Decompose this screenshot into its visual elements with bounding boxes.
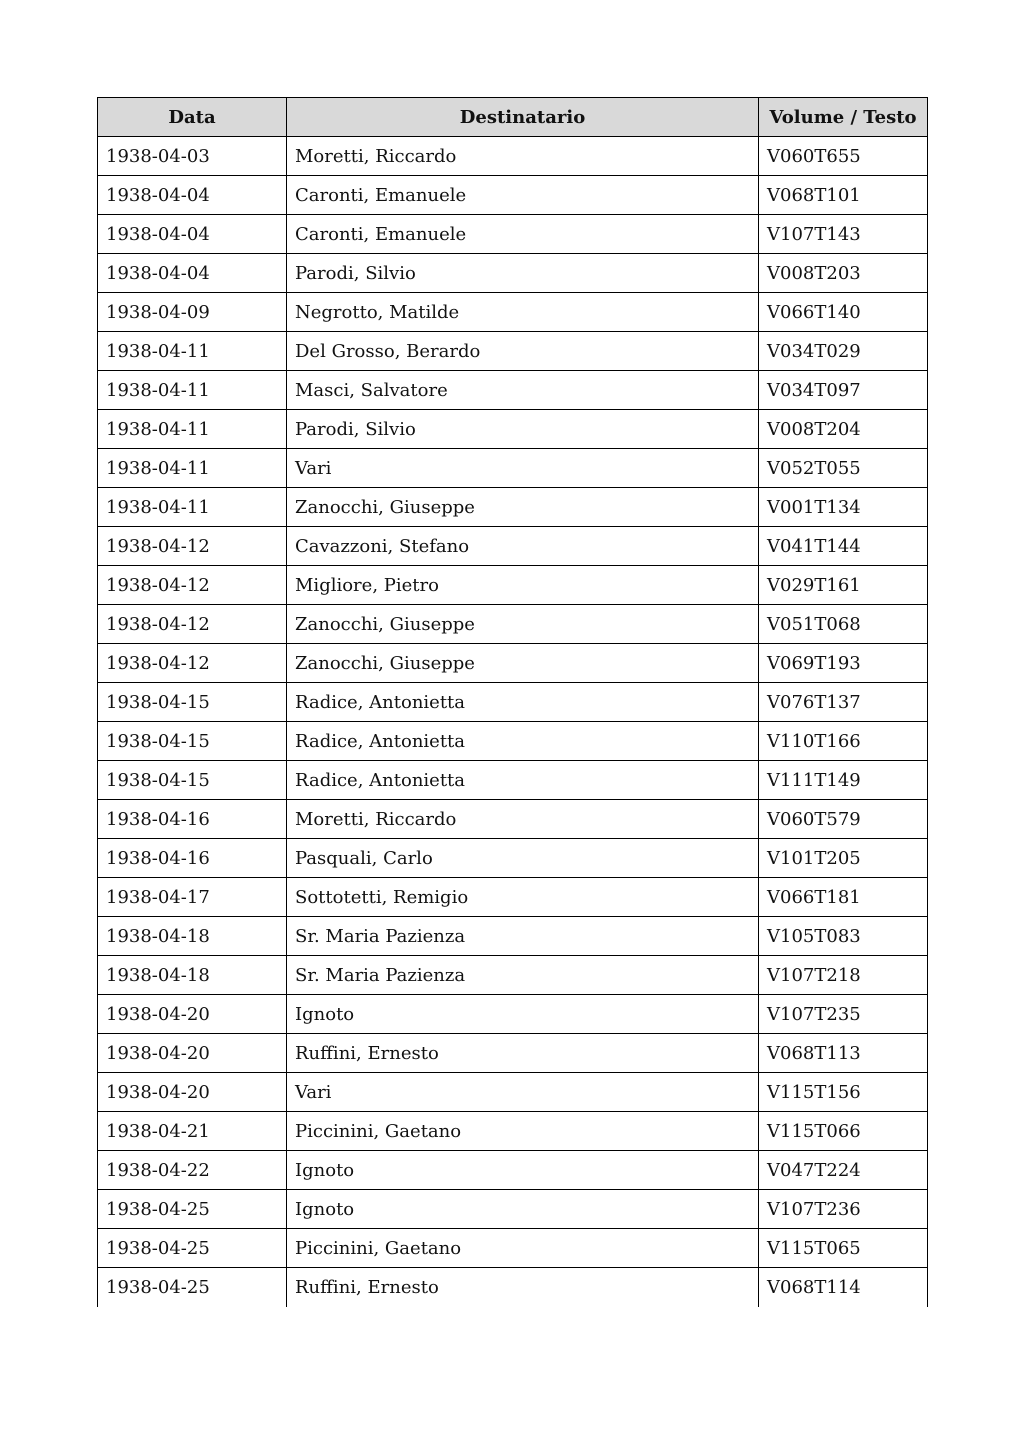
cell-date: 1938-04-11 (98, 488, 287, 527)
table-row (98, 254, 928, 293)
cell-date: 1938-04-11 (98, 332, 287, 371)
cell-date: 1938-04-20 (98, 995, 287, 1034)
cell-volume: V115T065 (759, 1229, 928, 1268)
cell-volume: V107T143 (759, 215, 928, 254)
cell-volume: V060T579 (759, 800, 928, 839)
table-body (98, 137, 928, 1307)
cell-recipient: Piccinini, Gaetano (287, 1229, 759, 1268)
cell-volume: V107T235 (759, 995, 928, 1034)
cell-recipient: Pasquali, Carlo (287, 839, 759, 878)
cell-recipient: Moretti, Riccardo (287, 137, 759, 176)
table-row (98, 995, 928, 1034)
cell-volume: V052T055 (759, 449, 928, 488)
cell-date: 1938-04-12 (98, 566, 287, 605)
table-row (98, 878, 928, 917)
cell-recipient: Ignoto (287, 995, 759, 1034)
cell-recipient: Parodi, Silvio (287, 254, 759, 293)
cell-date: 1938-04-11 (98, 449, 287, 488)
cell-volume: V051T068 (759, 605, 928, 644)
cell-date: 1938-04-17 (98, 878, 287, 917)
table-row (98, 605, 928, 644)
table-row (98, 644, 928, 683)
cell-recipient: Vari (287, 1073, 759, 1112)
table-row (98, 800, 928, 839)
cell-volume: V107T236 (759, 1190, 928, 1229)
cell-recipient: Zanocchi, Giuseppe (287, 605, 759, 644)
cell-recipient: Caronti, Emanuele (287, 176, 759, 215)
cell-date: 1938-04-25 (98, 1268, 287, 1307)
cell-volume: V107T218 (759, 956, 928, 995)
cell-volume: V069T193 (759, 644, 928, 683)
cell-volume: V029T161 (759, 566, 928, 605)
cell-volume: V047T224 (759, 1151, 928, 1190)
cell-recipient: Parodi, Silvio (287, 410, 759, 449)
cell-date: 1938-04-20 (98, 1034, 287, 1073)
table-row (98, 839, 928, 878)
table-row (98, 722, 928, 761)
cell-date: 1938-04-15 (98, 722, 287, 761)
table-row (98, 1112, 928, 1151)
cell-volume: V068T113 (759, 1034, 928, 1073)
cell-recipient: Del Grosso, Berardo (287, 332, 759, 371)
table-row (98, 527, 928, 566)
cell-volume: V068T101 (759, 176, 928, 215)
table-row (98, 215, 928, 254)
header-date: Data (98, 98, 287, 137)
table-row (98, 488, 928, 527)
table-row (98, 956, 928, 995)
cell-recipient: Radice, Antonietta (287, 683, 759, 722)
cell-recipient: Ruffini, Ernesto (287, 1034, 759, 1073)
table-row (98, 1190, 928, 1229)
table-row (98, 449, 928, 488)
cell-date: 1938-04-21 (98, 1112, 287, 1151)
cell-volume: V101T205 (759, 839, 928, 878)
table-row (98, 566, 928, 605)
letters-table (97, 97, 928, 1307)
cell-date: 1938-04-25 (98, 1190, 287, 1229)
cell-recipient: Migliore, Pietro (287, 566, 759, 605)
cell-date: 1938-04-12 (98, 644, 287, 683)
cell-recipient: Vari (287, 449, 759, 488)
cell-volume: V034T097 (759, 371, 928, 410)
cell-volume: V066T140 (759, 293, 928, 332)
table-row (98, 371, 928, 410)
cell-volume: V076T137 (759, 683, 928, 722)
cell-volume: V008T204 (759, 410, 928, 449)
table-row (98, 683, 928, 722)
cell-recipient: Radice, Antonietta (287, 761, 759, 800)
cell-volume: V068T114 (759, 1268, 928, 1307)
cell-date: 1938-04-16 (98, 839, 287, 878)
cell-volume: V001T134 (759, 488, 928, 527)
cell-date: 1938-04-04 (98, 176, 287, 215)
cell-date: 1938-04-25 (98, 1229, 287, 1268)
cell-volume: V034T029 (759, 332, 928, 371)
cell-date: 1938-04-11 (98, 371, 287, 410)
table-row (98, 332, 928, 371)
cell-recipient: Ignoto (287, 1190, 759, 1229)
cell-volume: V111T149 (759, 761, 928, 800)
table-row (98, 293, 928, 332)
cell-volume: V060T655 (759, 137, 928, 176)
cell-volume: V115T156 (759, 1073, 928, 1112)
table-row (98, 137, 928, 176)
cell-date: 1938-04-16 (98, 800, 287, 839)
cell-recipient: Radice, Antonietta (287, 722, 759, 761)
header-row (98, 98, 928, 137)
letters-table-container (97, 97, 927, 1307)
header-recipient: Destinatario (287, 98, 759, 137)
cell-date: 1938-04-04 (98, 254, 287, 293)
table-row (98, 1268, 928, 1307)
cell-date: 1938-04-18 (98, 956, 287, 995)
table-row (98, 1073, 928, 1112)
cell-volume: V041T144 (759, 527, 928, 566)
cell-recipient: Cavazzoni, Stefano (287, 527, 759, 566)
cell-recipient: Sr. Maria Pazienza (287, 917, 759, 956)
cell-date: 1938-04-12 (98, 527, 287, 566)
cell-date: 1938-04-12 (98, 605, 287, 644)
cell-date: 1938-04-04 (98, 215, 287, 254)
cell-date: 1938-04-18 (98, 917, 287, 956)
cell-recipient: Sottotetti, Remigio (287, 878, 759, 917)
table-row (98, 1229, 928, 1268)
cell-volume: V115T066 (759, 1112, 928, 1151)
cell-recipient: Ignoto (287, 1151, 759, 1190)
table-row (98, 917, 928, 956)
cell-date: 1938-04-09 (98, 293, 287, 332)
cell-volume: V110T166 (759, 722, 928, 761)
cell-recipient: Sr. Maria Pazienza (287, 956, 759, 995)
cell-volume: V008T203 (759, 254, 928, 293)
table-row (98, 1151, 928, 1190)
cell-recipient: Piccinini, Gaetano (287, 1112, 759, 1151)
cell-date: 1938-04-11 (98, 410, 287, 449)
table-row (98, 1034, 928, 1073)
cell-recipient: Moretti, Riccardo (287, 800, 759, 839)
cell-date: 1938-04-20 (98, 1073, 287, 1112)
table-header (98, 98, 928, 137)
table-row (98, 761, 928, 800)
cell-recipient: Masci, Salvatore (287, 371, 759, 410)
cell-recipient: Caronti, Emanuele (287, 215, 759, 254)
header-volume: Volume / Testo (759, 98, 928, 137)
cell-recipient: Negrotto, Matilde (287, 293, 759, 332)
cell-date: 1938-04-15 (98, 761, 287, 800)
table-row (98, 176, 928, 215)
cell-date: 1938-04-15 (98, 683, 287, 722)
cell-recipient: Zanocchi, Giuseppe (287, 488, 759, 527)
table-row (98, 410, 928, 449)
cell-volume: V066T181 (759, 878, 928, 917)
cell-date: 1938-04-22 (98, 1151, 287, 1190)
cell-date: 1938-04-03 (98, 137, 287, 176)
cell-recipient: Ruffini, Ernesto (287, 1268, 759, 1307)
cell-recipient: Zanocchi, Giuseppe (287, 644, 759, 683)
cell-volume: V105T083 (759, 917, 928, 956)
